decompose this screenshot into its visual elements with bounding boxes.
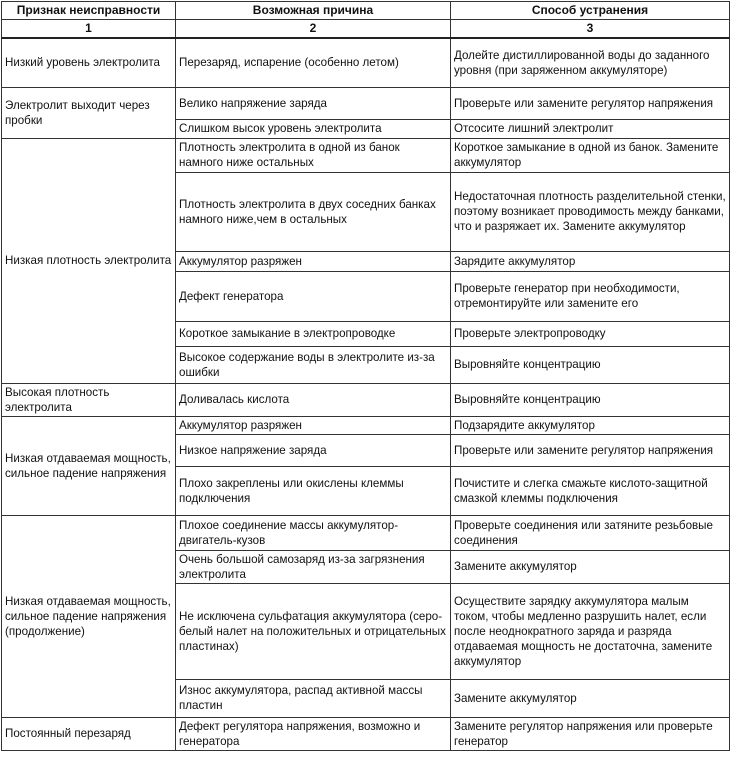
symptom-cell: Низкая плотность электролита	[2, 138, 176, 383]
cause-cell: Плотность электролита в двух соседних банках намного ниже,чем в остальных	[176, 172, 451, 251]
header-cause: Возможная причина	[176, 2, 451, 20]
cause-cell: Износ аккумулятора, распад активной массы пластин	[176, 679, 451, 717]
cause-cell: Очень большой самозаряд из-за загрязнения электролита	[176, 550, 451, 583]
cause-cell: Аккумулятор разряжен	[176, 416, 451, 434]
symptom-cell: Низкая отдаваемая мощность, сильное падение напряжения (продолжение)	[2, 515, 176, 717]
column-number: 1	[2, 20, 176, 39]
remedy-cell: Почистите и слегка смажьте кислото-защитной смазкой клеммы подключения	[451, 466, 730, 515]
header-symptom: Признак неисправности	[2, 2, 176, 20]
remedy-cell: Проверьте или замените регулятор напряжения	[451, 87, 730, 119]
remedy-cell: Замените регулятор напряжения или проверьте генератор	[451, 717, 730, 750]
symptom-cell: Электролит выходит через пробки	[2, 87, 176, 138]
cause-cell: Дефект генератора	[176, 271, 451, 321]
remedy-cell: Проверьте электропроводку	[451, 321, 730, 346]
cause-cell: Доливалась кислота	[176, 383, 451, 416]
symptom-cell: Низкий уровень электролита	[2, 38, 176, 87]
table-row	[2, 416, 730, 434]
cause-cell: Слишком высок уровень электролита	[176, 119, 451, 138]
table-row	[2, 138, 730, 172]
column-number: 3	[451, 20, 730, 39]
remedy-cell: Проверьте или замените регулятор напряжения	[451, 434, 730, 466]
cause-cell: Велико напряжение заряда	[176, 87, 451, 119]
cause-cell: Дефект регулятора напряжения, возможно и генератора	[176, 717, 451, 750]
cause-cell: Короткое замыкание в электропроводке	[176, 321, 451, 346]
cause-cell: Высокое содержание воды в электролите из-за ошибки	[176, 346, 451, 383]
table-row	[2, 717, 730, 750]
remedy-cell: Недостаточная плотность разделительной стенки, поэтому возникает проводимость между банками, что и разряжает их. Замените аккумулятор	[451, 172, 730, 251]
remedy-cell: Отсосите лишний электролит	[451, 119, 730, 138]
header-remedy: Способ устранения	[451, 2, 730, 20]
cause-cell: Низкое напряжение заряда	[176, 434, 451, 466]
column-number-row	[2, 20, 730, 39]
cause-cell: Аккумулятор разряжен	[176, 251, 451, 271]
header-row	[2, 2, 730, 20]
table-row	[2, 38, 730, 87]
remedy-cell: Зарядите аккумулятор	[451, 251, 730, 271]
remedy-cell: Замените аккумулятор	[451, 550, 730, 583]
remedy-cell: Проверьте соединения или затяните резьбовые соединения	[451, 515, 730, 550]
remedy-cell: Выровняйте концентрацию	[451, 346, 730, 383]
table-row	[2, 515, 730, 550]
remedy-cell: Подзарядите аккумулятор	[451, 416, 730, 434]
cause-cell: Не исключена сульфатация аккумулятора (серо-белый налет на положительных и отрицательных пластинах)	[176, 583, 451, 679]
fault-table	[1, 1, 730, 751]
remedy-cell: Проверьте генератор при необходимости, отремонтируйте или замените его	[451, 271, 730, 321]
cause-cell: Плотность электролита в одной из банок намного ниже остальных	[176, 138, 451, 172]
remedy-cell: Замените аккумулятор	[451, 679, 730, 717]
table-row	[2, 87, 730, 119]
remedy-cell: Долейте дистиллированной воды до заданного уровня (при заряженном аккумуляторе)	[451, 38, 730, 87]
remedy-cell: Выровняйте концентрацию	[451, 383, 730, 416]
table-row	[2, 383, 730, 416]
cause-cell: Перезаряд, испарение (особенно летом)	[176, 38, 451, 87]
cause-cell: Плохое соединение массы аккумулятор-двигатель-кузов	[176, 515, 451, 550]
symptom-cell: Низкая отдаваемая мощность, сильное падение напряжения	[2, 416, 176, 515]
column-number: 2	[176, 20, 451, 39]
symptom-cell: Постоянный перезаряд	[2, 717, 176, 750]
symptom-cell: Высокая плотность электролита	[2, 383, 176, 416]
cause-cell: Плохо закреплены или окислены клеммы подключения	[176, 466, 451, 515]
remedy-cell: Осуществите зарядку аккумулятора малым током, чтобы медленно разрушить налет, если после неоднократного заряда и разряда отдаваемая мощность не достаточна, замените аккумулятор	[451, 583, 730, 679]
remedy-cell: Короткое замыкание в одной из банок. Замените аккумулятор	[451, 138, 730, 172]
